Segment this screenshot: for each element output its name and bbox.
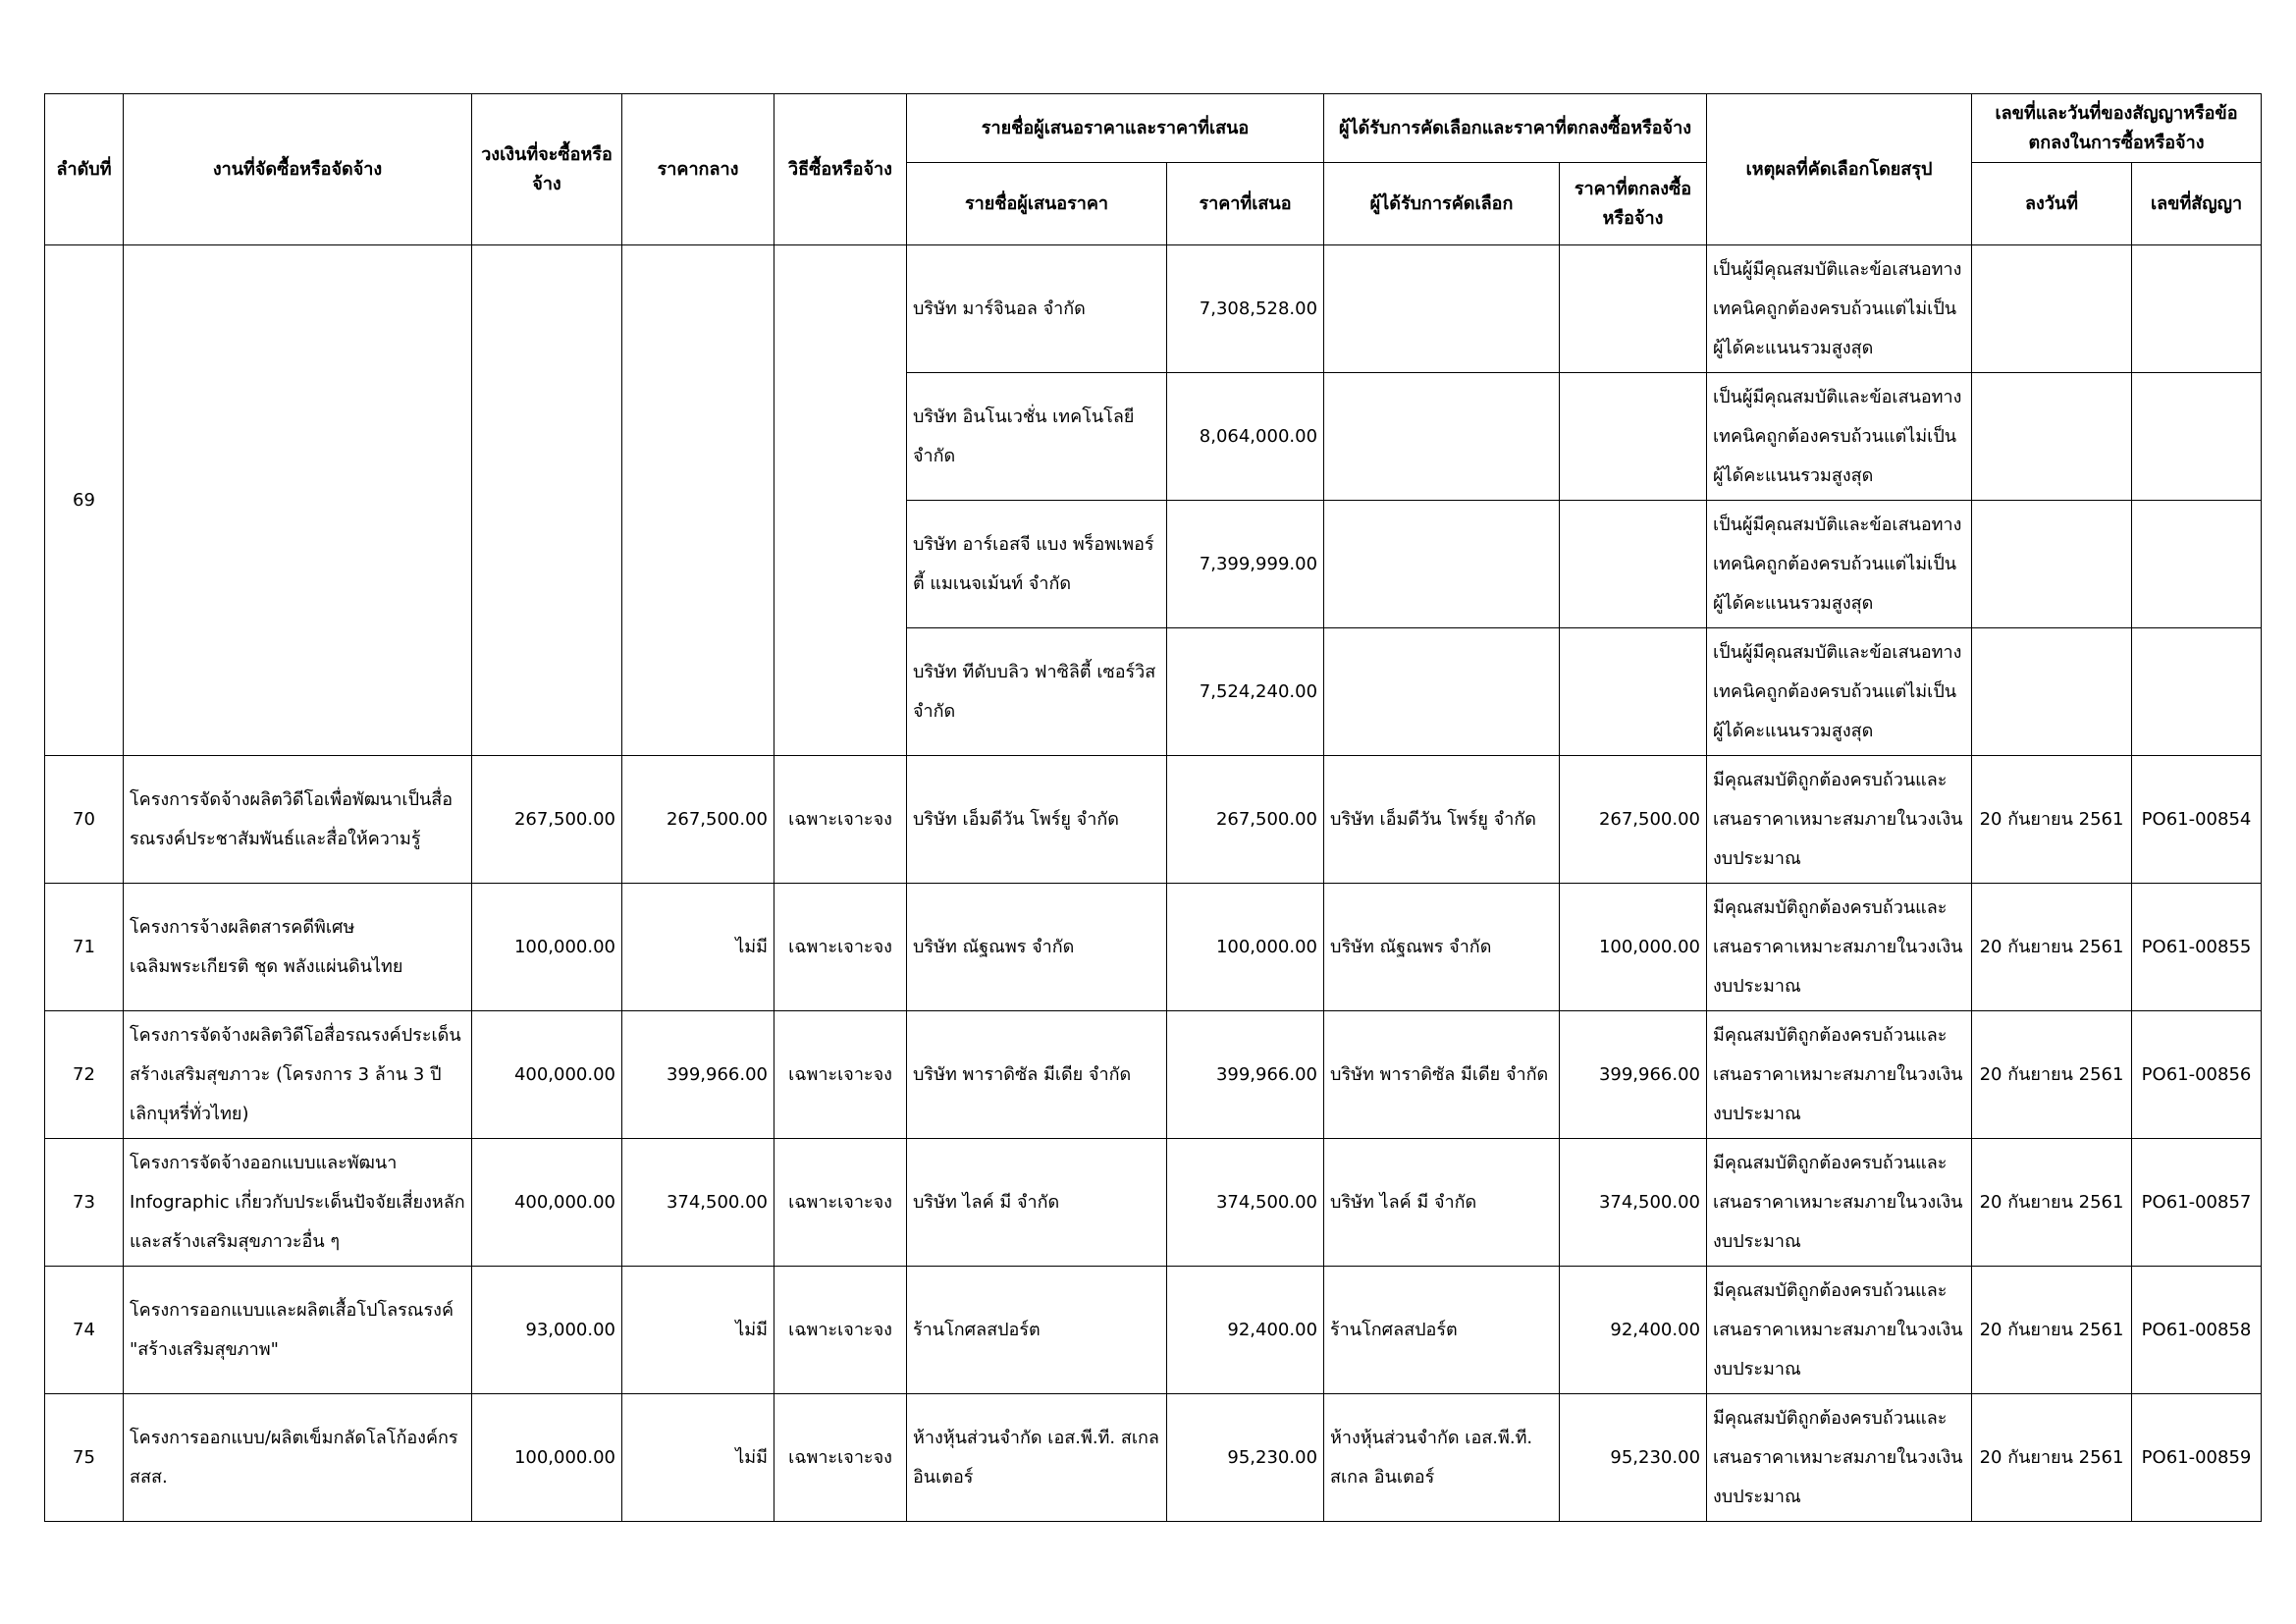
bidder-name: ร้านโกศลสปอร์ต (907, 1267, 1167, 1394)
header-contract-no: เลขที่สัญญา (2132, 163, 2262, 245)
agreed-price-cell (1560, 245, 1707, 373)
item-number: 72 (45, 1011, 124, 1139)
item-budget: 100,000.00 (472, 884, 622, 1011)
contract-date: 20 กันยายน 2561 (1972, 1394, 2132, 1522)
reason: มีคุณสมบัติถูกต้องครบถ้วนและเสนอราคาเหมาะสมภายในวงเงินงบประมาณ (1707, 756, 1972, 884)
contract-date: 20 กันยายน 2561 (1972, 1139, 2132, 1267)
agreed-price: 267,500.00 (1560, 756, 1707, 884)
bid-price: 7,524,240.00 (1167, 628, 1324, 756)
agreed-price-cell (1560, 628, 1707, 756)
bidder-name: บริษัท อาร์เอสจี แบง พร็อพเพอร์ตี้ แมเนจเม้นท์ จำกัด (907, 501, 1167, 628)
selected-name: บริษัท ณัฐณพร จำกัด (1324, 884, 1560, 1011)
contract-cell (2132, 373, 2262, 501)
date-cell (1972, 373, 2132, 501)
table-row (45, 884, 2262, 1011)
table-row (45, 756, 2262, 884)
contract-number: PO61-00857 (2132, 1139, 2262, 1267)
bidder-name: บริษัท พาราดิซัล มีเดีย จำกัด (907, 1011, 1167, 1139)
bid-price: 7,399,999.00 (1167, 501, 1324, 628)
date-cell (1972, 245, 2132, 373)
item-number: 71 (45, 884, 124, 1011)
item-work: โครงการออกแบบและผลิตเสื้อโปโลรณรงค์ "สร้างเสริมสุขภาพ" (124, 1267, 472, 1394)
header-bidder-name: รายชื่อผู้เสนอราคา (907, 163, 1167, 245)
item-number: 69 (45, 245, 124, 756)
item-median: 374,500.00 (622, 1139, 774, 1267)
bidder-name: บริษัท ไลค์ มี จำกัด (907, 1139, 1167, 1267)
item-number: 74 (45, 1267, 124, 1394)
header-bid-price: ราคาที่เสนอ (1167, 163, 1324, 245)
contract-cell (2132, 628, 2262, 756)
contract-date: 20 กันยายน 2561 (1972, 1011, 2132, 1139)
reason: เป็นผู้มีคุณสมบัติและข้อเสนอทางเทคนิคถูกต้องครบถ้วนแต่ไม่เป็นผู้ได้คะแนนรวมสูงสุด (1707, 245, 1972, 373)
reason: มีคุณสมบัติถูกต้องครบถ้วนและเสนอราคาเหมาะสมภายในวงเงินงบประมาณ (1707, 1394, 1972, 1522)
header-agreed-price: ราคาที่ตกลงซื้อหรือจ้าง (1560, 163, 1707, 245)
agreed-price-cell (1560, 373, 1707, 501)
header-method: วิธีซื้อหรือจ้าง (774, 94, 907, 245)
item-method: เฉพาะเจาะจง (774, 1267, 907, 1394)
bid-price: 374,500.00 (1167, 1139, 1324, 1267)
item-method: เฉพาะเจาะจง (774, 884, 907, 1011)
header-reason: เหตุผลที่คัดเลือกโดยสรุป (1707, 94, 1972, 245)
contract-cell (2132, 245, 2262, 373)
selected-name: ห้างหุ้นส่วนจำกัด เอส.พี.ที. สเกล อินเตอร์ (1324, 1394, 1560, 1522)
item-method: เฉพาะเจาะจง (774, 1394, 907, 1522)
contract-date: 20 กันยายน 2561 (1972, 884, 2132, 1011)
header-selected-group: ผู้ได้รับการคัดเลือกและราคาที่ตกลงซื้อหรือจ้าง (1324, 94, 1707, 163)
bidder-name: บริษัท อินโนเวชั่น เทคโนโลยี จำกัด (907, 373, 1167, 501)
agreed-price: 92,400.00 (1560, 1267, 1707, 1394)
item-median: ไม่มี (622, 1394, 774, 1522)
item-work: โครงการจัดจ้างผลิตวิดีโอเพื่อพัฒนาเป็นสื่อรณรงค์ประชาสัมพันธ์และสื่อให้ความรู้ (124, 756, 472, 884)
item-method-cell (774, 245, 907, 756)
reason: มีคุณสมบัติถูกต้องครบถ้วนและเสนอราคาเหมาะสมภายในวงเงินงบประมาณ (1707, 1139, 1972, 1267)
header-work: งานที่จัดซื้อหรือจัดจ้าง (124, 94, 472, 245)
selected-name-cell (1324, 501, 1560, 628)
item-work-cell (124, 245, 472, 756)
bid-price: 7,308,528.00 (1167, 245, 1324, 373)
selected-name-cell (1324, 373, 1560, 501)
agreed-price: 95,230.00 (1560, 1394, 1707, 1522)
header-selected-name: ผู้ได้รับการคัดเลือก (1324, 163, 1560, 245)
selected-name: บริษัท เอ็มดีวัน โพร์ยู จำกัด (1324, 756, 1560, 884)
selected-name-cell (1324, 628, 1560, 756)
reason: มีคุณสมบัติถูกต้องครบถ้วนและเสนอราคาเหมาะสมภายในวงเงินงบประมาณ (1707, 1011, 1972, 1139)
agreed-price: 374,500.00 (1560, 1139, 1707, 1267)
reason: เป็นผู้มีคุณสมบัติและข้อเสนอทางเทคนิคถูกต้องครบถ้วนแต่ไม่เป็นผู้ได้คะแนนรวมสูงสุด (1707, 373, 1972, 501)
procurement-table (44, 93, 2262, 1522)
item-work: โครงการจัดจ้างออกแบบและพัฒนา Infographic เกี่ยวกับประเด็นปัจจัยเสี่ยงหลัก และสร้างเสริมสุขภาวะอื่น ๆ (124, 1139, 472, 1267)
item-method: เฉพาะเจาะจง (774, 756, 907, 884)
header-no: ลำดับที่ (45, 94, 124, 245)
bidder-name: บริษัท เอ็มดีวัน โพร์ยู จำกัด (907, 756, 1167, 884)
item-budget: 400,000.00 (472, 1011, 622, 1139)
bidder-name: บริษัท ณัฐณพร จำกัด (907, 884, 1167, 1011)
bidder-name: ห้างหุ้นส่วนจำกัด เอส.พี.ที. สเกล อินเตอร์ (907, 1394, 1167, 1522)
item-budget: 100,000.00 (472, 1394, 622, 1522)
item-median-cell (622, 245, 774, 756)
reason: มีคุณสมบัติถูกต้องครบถ้วนและเสนอราคาเหมาะสมภายในวงเงินงบประมาณ (1707, 884, 1972, 1011)
selected-name: บริษัท ไลค์ มี จำกัด (1324, 1139, 1560, 1267)
bid-price: 95,230.00 (1167, 1394, 1324, 1522)
header-median: ราคากลาง (622, 94, 774, 245)
table-row (45, 1267, 2262, 1394)
item-work: โครงการออกแบบ/ผลิตเข็มกลัดโลโก้องค์กร สสส. (124, 1394, 472, 1522)
contract-number: PO61-00859 (2132, 1394, 2262, 1522)
item-work: โครงการจัดจ้างผลิตวิดีโอสื่อรณรงค์ประเด็นสร้างเสริมสุขภาวะ (โครงการ 3 ล้าน 3 ปี เลิกบุหรี่ทั่วไทย) (124, 1011, 472, 1139)
header-contract-group: เลขที่และวันที่ของสัญญาหรือข้อตกลงในการซื้อหรือจ้าง (1972, 94, 2262, 163)
contract-number: PO61-00854 (2132, 756, 2262, 884)
contract-number: PO61-00855 (2132, 884, 2262, 1011)
item-median: 267,500.00 (622, 756, 774, 884)
item-budget-cell (472, 245, 622, 756)
item-method: เฉพาะเจาะจง (774, 1139, 907, 1267)
bidder-name: บริษัท ทีดับบลิว ฟาซิลิตี้ เซอร์วิส จำกัด (907, 628, 1167, 756)
item-median: ไม่มี (622, 1267, 774, 1394)
selected-name-cell (1324, 245, 1560, 373)
item-work: โครงการจ้างผลิตสารคดีพิเศษเฉลิมพระเกียรติ ชุด พลังแผ่นดินไทย (124, 884, 472, 1011)
item-number: 70 (45, 756, 124, 884)
table-row (45, 1011, 2262, 1139)
item-number: 73 (45, 1139, 124, 1267)
item-budget: 400,000.00 (472, 1139, 622, 1267)
reason: เป็นผู้มีคุณสมบัติและข้อเสนอทางเทคนิคถูกต้องครบถ้วนแต่ไม่เป็นผู้ได้คะแนนรวมสูงสุด (1707, 628, 1972, 756)
table-row (45, 245, 2262, 373)
header-date: ลงวันที่ (1972, 163, 2132, 245)
reason: มีคุณสมบัติถูกต้องครบถ้วนและเสนอราคาเหมาะสมภายในวงเงินงบประมาณ (1707, 1267, 1972, 1394)
contract-cell (2132, 501, 2262, 628)
bid-price: 100,000.00 (1167, 884, 1324, 1011)
date-cell (1972, 628, 2132, 756)
selected-name: บริษัท พาราดิซัล มีเดีย จำกัด (1324, 1011, 1560, 1139)
agreed-price: 399,966.00 (1560, 1011, 1707, 1139)
reason: เป็นผู้มีคุณสมบัติและข้อเสนอทางเทคนิคถูกต้องครบถ้วนแต่ไม่เป็นผู้ได้คะแนนรวมสูงสุด (1707, 501, 1972, 628)
bid-price: 8,064,000.00 (1167, 373, 1324, 501)
bid-price: 92,400.00 (1167, 1267, 1324, 1394)
header-bidders-group: รายชื่อผู้เสนอราคาและราคาที่เสนอ (907, 94, 1324, 163)
agreed-price-cell (1560, 501, 1707, 628)
item-budget: 267,500.00 (472, 756, 622, 884)
contract-date: 20 กันยายน 2561 (1972, 1267, 2132, 1394)
contract-number: PO61-00856 (2132, 1011, 2262, 1139)
header-budget: วงเงินที่จะซื้อหรือจ้าง (472, 94, 622, 245)
item-budget: 93,000.00 (472, 1267, 622, 1394)
contract-number: PO61-00858 (2132, 1267, 2262, 1394)
selected-name: ร้านโกศลสปอร์ต (1324, 1267, 1560, 1394)
date-cell (1972, 501, 2132, 628)
item-number: 75 (45, 1394, 124, 1522)
table-row (45, 1139, 2262, 1267)
item-median: 399,966.00 (622, 1011, 774, 1139)
bid-price: 267,500.00 (1167, 756, 1324, 884)
bid-price: 399,966.00 (1167, 1011, 1324, 1139)
agreed-price: 100,000.00 (1560, 884, 1707, 1011)
bidder-name: บริษัท มาร์จินอล จำกัด (907, 245, 1167, 373)
table-row (45, 1394, 2262, 1522)
contract-date: 20 กันยายน 2561 (1972, 756, 2132, 884)
item-median: ไม่มี (622, 884, 774, 1011)
item-method: เฉพาะเจาะจง (774, 1011, 907, 1139)
